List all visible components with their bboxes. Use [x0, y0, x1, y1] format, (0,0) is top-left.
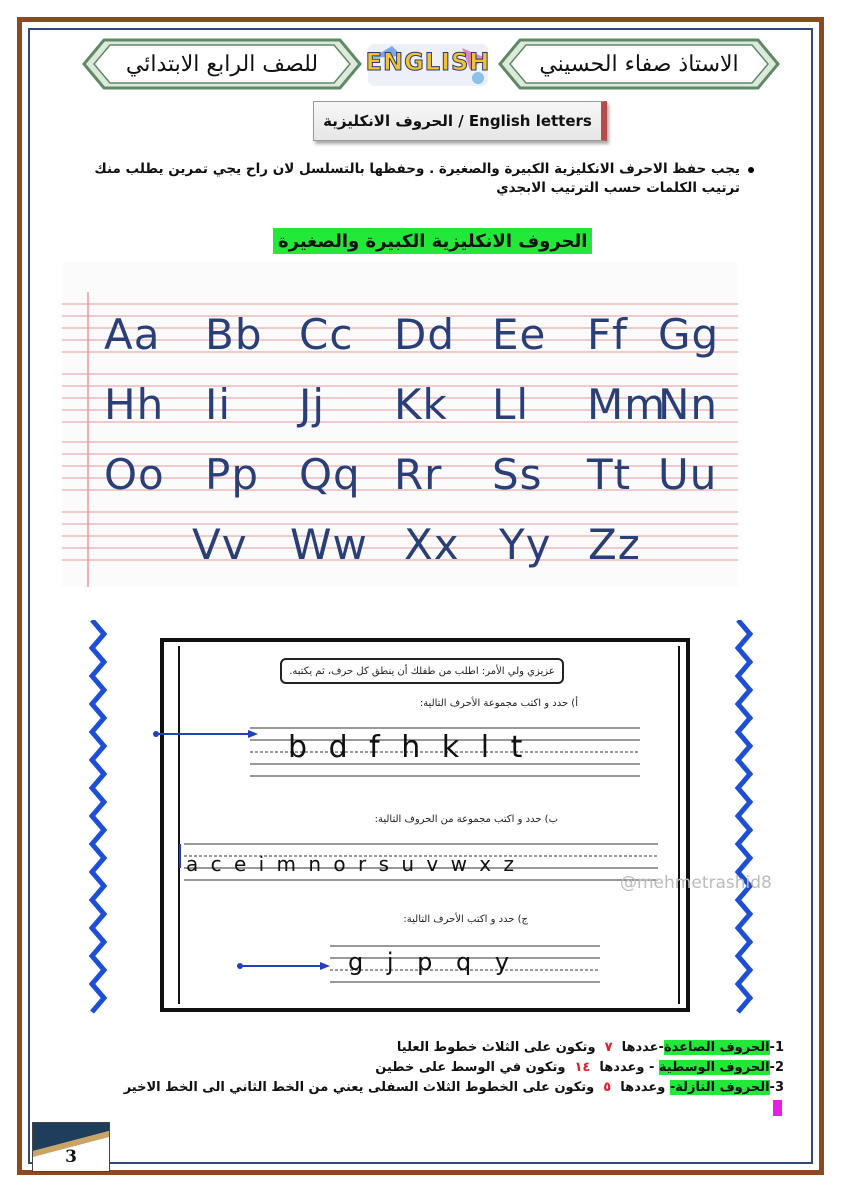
label-a: أ) حدد و اكتب مجموعة الأحرف التالية:: [419, 698, 578, 709]
note-2-count: ١٤: [574, 1060, 591, 1075]
note-3-count: ٥: [603, 1080, 612, 1095]
letter-pair-r: Rr: [394, 450, 443, 499]
bullet-icon: [748, 167, 754, 173]
letter-pair-c: Cc: [299, 310, 354, 359]
letter-pair-a: Aa: [104, 310, 161, 359]
note-1-rest: وتكون على الثلاث خطوط العليا: [396, 1040, 596, 1055]
letter-groups-notes: [120, 1038, 784, 1118]
watermark: @mehmetrashid8: [620, 873, 772, 893]
note-line-2: [120, 1058, 784, 1078]
note-line-3: [120, 1078, 784, 1118]
letter-pair-b: Bb: [205, 310, 263, 359]
letter-pair-s: Ss: [492, 450, 543, 499]
teacher-name: الاستاذ صفاء الحسيني: [539, 51, 739, 77]
alphabet-chart: [62, 262, 738, 587]
note-1-mid: -عددها: [621, 1040, 664, 1055]
note-1-highlight: الحروف الصاعدة: [663, 1040, 770, 1055]
note-line-1: [120, 1038, 784, 1058]
letter-pair-j: Jj: [299, 380, 326, 429]
letter-pair-o: Oo: [104, 450, 165, 499]
note-1-number: 1-: [769, 1040, 784, 1055]
note-2-rest: وتكون في الوسط على خطين: [375, 1060, 566, 1075]
label-c: ج) حدد و اكتب الأحرف التالية:: [403, 914, 528, 925]
letter-pair-t: Tt: [587, 450, 632, 499]
letter-pair-p: Pp: [205, 450, 259, 499]
letter-pair-d: Dd: [394, 310, 456, 359]
note-3-number: 3-: [769, 1080, 784, 1095]
section-heading: الحروف الانكليزية الكبيرة والصغيرة: [273, 228, 592, 254]
letters-ascending: b d f h k l t: [288, 730, 529, 765]
letter-pair-z: Zz: [588, 520, 641, 569]
letter-pair-e: Ee: [492, 310, 547, 359]
page-number: 3: [65, 1147, 77, 1167]
note-3-rest: وتكون على الخطوط الثلاث السفلى يعني من الخط الثاني الى الخط الاخير: [123, 1080, 595, 1095]
letter-pair-n: Nn: [658, 380, 719, 429]
note-3-highlight: الحروف النازلة-: [669, 1080, 770, 1095]
letter-pair-i: Ii: [205, 380, 232, 429]
letter-pair-v: Vv: [192, 520, 248, 569]
worksheet-image: [72, 620, 766, 1020]
english-logo: [362, 40, 494, 90]
note-2-mid: - وعددها: [599, 1060, 655, 1075]
letter-pair-l: Ll: [492, 380, 530, 429]
grade-banner: [82, 38, 362, 90]
worksheet-inner: [178, 646, 680, 1004]
letters-middle: a c e i m n o r s u v w x z: [186, 852, 517, 876]
grade-text: للصف الرابع الابتدائي: [125, 51, 319, 77]
letter-pair-g: Gg: [658, 310, 720, 359]
letter-pair-x: Xx: [404, 520, 460, 569]
worksheet-box: [160, 638, 690, 1012]
lesson-title: الحروف الانكليزية / English letters: [313, 101, 607, 141]
letter-pair-f: Ff: [587, 310, 628, 359]
letter-pair-k: Kk: [394, 380, 448, 429]
parent-note: عزيزي ولي الأمر: اطلب من طفلك أن ينطق كل حرف، ثم يكتبه.: [280, 658, 564, 684]
note-3-mid: وعددها: [620, 1080, 666, 1095]
letter-pair-m: Mm: [587, 380, 667, 429]
page-number-box: [32, 1122, 110, 1172]
note-1-count: ٧: [604, 1040, 613, 1055]
letters-descending: g j p q y: [348, 948, 518, 976]
letter-pair-w: Ww: [290, 520, 368, 569]
letter-pair-u: Uu: [658, 450, 718, 499]
zigzag-border-right-icon: [730, 620, 758, 1020]
note-2-highlight: الحروف الوسطية: [658, 1060, 770, 1075]
letter-pair-y: Yy: [499, 520, 552, 569]
cursor-mark: [773, 1100, 782, 1116]
letter-pair-q: Qq: [299, 450, 361, 499]
note-2-number: 2-: [769, 1060, 784, 1075]
instruction-text: يجب حفظ الاحرف الانكليزية الكبيرة والصغيرة . وحفظها بالتسلسل لان راح يجي تمرين يطلب منك ترتيب الكلمات حسب الترتيب الابجدي: [94, 161, 740, 196]
teacher-banner: [498, 38, 780, 90]
label-b: ب) حدد و اكتب مجموعة من الحروف التالية:: [374, 814, 558, 825]
letter-pair-h: Hh: [104, 380, 165, 429]
zigzag-border-left-icon: [84, 620, 112, 1020]
logo-text: ENGLISH: [365, 48, 491, 76]
